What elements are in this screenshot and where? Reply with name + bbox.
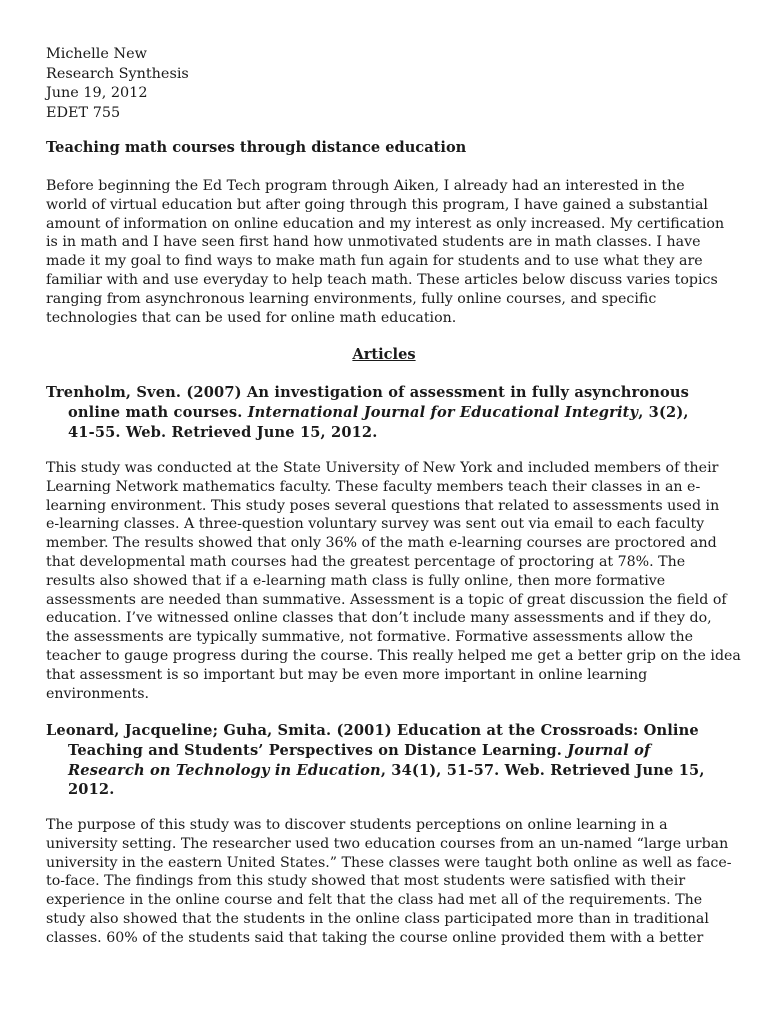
paragraph-line: ranging from asynchronous learning environments, fully online courses, and specific bbox=[46, 290, 657, 307]
paragraph-line: familiar with and use everyday to help teach math. These articles below discuss varies topics bbox=[46, 271, 718, 288]
citation-text: , 34(1), 51-57. Web. Retrieved June 15, bbox=[380, 761, 705, 779]
paragraph-line: made it my goal to find ways to make math fun again for students and to use what they are bbox=[46, 253, 703, 270]
article-1-citation bbox=[46, 383, 736, 442]
paragraph-line: is in math and I have seen first hand how unmotivated students are in math classes. I have bbox=[46, 234, 701, 251]
paragraph-line: learning environment. This study poses several questions that related to assessments used in bbox=[46, 497, 720, 514]
paragraph-line: university setting. The researcher used two education courses from an un-named “large urban bbox=[46, 835, 729, 852]
document-title: Teaching math courses through distance education bbox=[46, 139, 467, 156]
citation-line bbox=[46, 761, 736, 781]
articles-heading: Articles bbox=[352, 346, 416, 363]
paragraph-line: that assessment is so important but may be even more important in online learning bbox=[46, 666, 648, 683]
paragraph-line: experience in the online course and felt that the class had met all of the requirements. The bbox=[46, 892, 703, 909]
paragraph-line: The purpose of this study was to discover students perceptions on online learning in a bbox=[46, 817, 668, 833]
paragraph-line: that developmental math courses had the greatest percentage of proctoring at 78%. The bbox=[46, 553, 686, 570]
citation-text: , 3(2), bbox=[638, 403, 689, 421]
paragraph-line: teacher to gauge progress during the course. This really helped me get a better grip on the idea bbox=[46, 647, 741, 664]
paragraph-line: classes. 60% of the students said that taking the course online provided them with a better bbox=[46, 929, 704, 946]
paragraph-line: study also showed that the students in the online class participated more than in traditional bbox=[46, 910, 709, 927]
document-date: June 19, 2012 bbox=[46, 85, 148, 101]
citation-line: 41-55. Web. Retrieved June 15, 2012. bbox=[68, 423, 378, 441]
paragraph-line: the assessments are typically summative, not formative. Formative assessments allow the bbox=[46, 629, 694, 646]
article-1-summary bbox=[46, 459, 741, 703]
paragraph-line: education. I’ve witnessed online classes that don’t include many assessments and if they do, bbox=[46, 610, 712, 627]
document-header bbox=[46, 45, 189, 123]
paragraph-line: This study was conducted at the State University of New York and included members of their bbox=[46, 460, 719, 476]
citation-text: Teaching and Students’ Perspectives on Distance Learning. bbox=[68, 741, 568, 759]
article-2-citation bbox=[46, 721, 736, 800]
paragraph-line: technologies that can be used for online math education. bbox=[46, 309, 457, 326]
course-code: EDET 755 bbox=[46, 104, 121, 121]
paragraph-line: results also showed that if a e-learning math class is fully online, then more formative bbox=[46, 572, 666, 589]
paragraph-line: Before beginning the Ed Tech program through Aiken, I already had an interested in the bbox=[46, 178, 685, 194]
citation-line: 2012. bbox=[68, 781, 115, 799]
document-type: Research Synthesis bbox=[46, 65, 189, 82]
paragraph-line: e-learning classes. A three-question voluntary survey was sent out via email to each faculty bbox=[46, 516, 705, 533]
citation-line: Leonard, Jacqueline; Guha, Smita. (2001) Education at the Crossroads: Online bbox=[46, 722, 699, 739]
paragraph-line: world of virtual education but after going through this program, I have gained a substantial bbox=[46, 196, 708, 213]
citation-line: Trenholm, Sven. (2007) An investigation of assessment in fully asynchronous bbox=[46, 384, 689, 401]
article-2-summary bbox=[46, 816, 730, 948]
intro-paragraph bbox=[46, 177, 730, 327]
paragraph-line: member. The results showed that only 36% of the math e-learning courses are proctored and bbox=[46, 535, 717, 552]
paragraph-line: environments. bbox=[46, 685, 150, 702]
citation-line bbox=[46, 741, 736, 761]
citation-line bbox=[46, 403, 736, 423]
journal-title: Research on Technology in Education bbox=[68, 761, 381, 779]
author-name: Michelle New bbox=[46, 46, 147, 62]
journal-title: Journal of bbox=[567, 741, 651, 759]
journal-title: International Journal for Educational Integrity bbox=[247, 403, 639, 421]
paragraph-line: Learning Network mathematics faculty. These faculty members teach their classes in an e- bbox=[46, 478, 701, 495]
paragraph-line: university in the eastern United States.” These classes were taught both online as well as face- bbox=[46, 854, 732, 871]
paragraph-line: amount of information on online education and my interest as only increased. My certification bbox=[46, 215, 725, 232]
paragraph-line: assessments are needed than summative. Assessment is a topic of great discussion the field of bbox=[46, 591, 727, 608]
paragraph-line: to-face. The findings from this study showed that most students were satisfied with their bbox=[46, 873, 686, 890]
citation-text: online math courses. bbox=[68, 403, 248, 421]
